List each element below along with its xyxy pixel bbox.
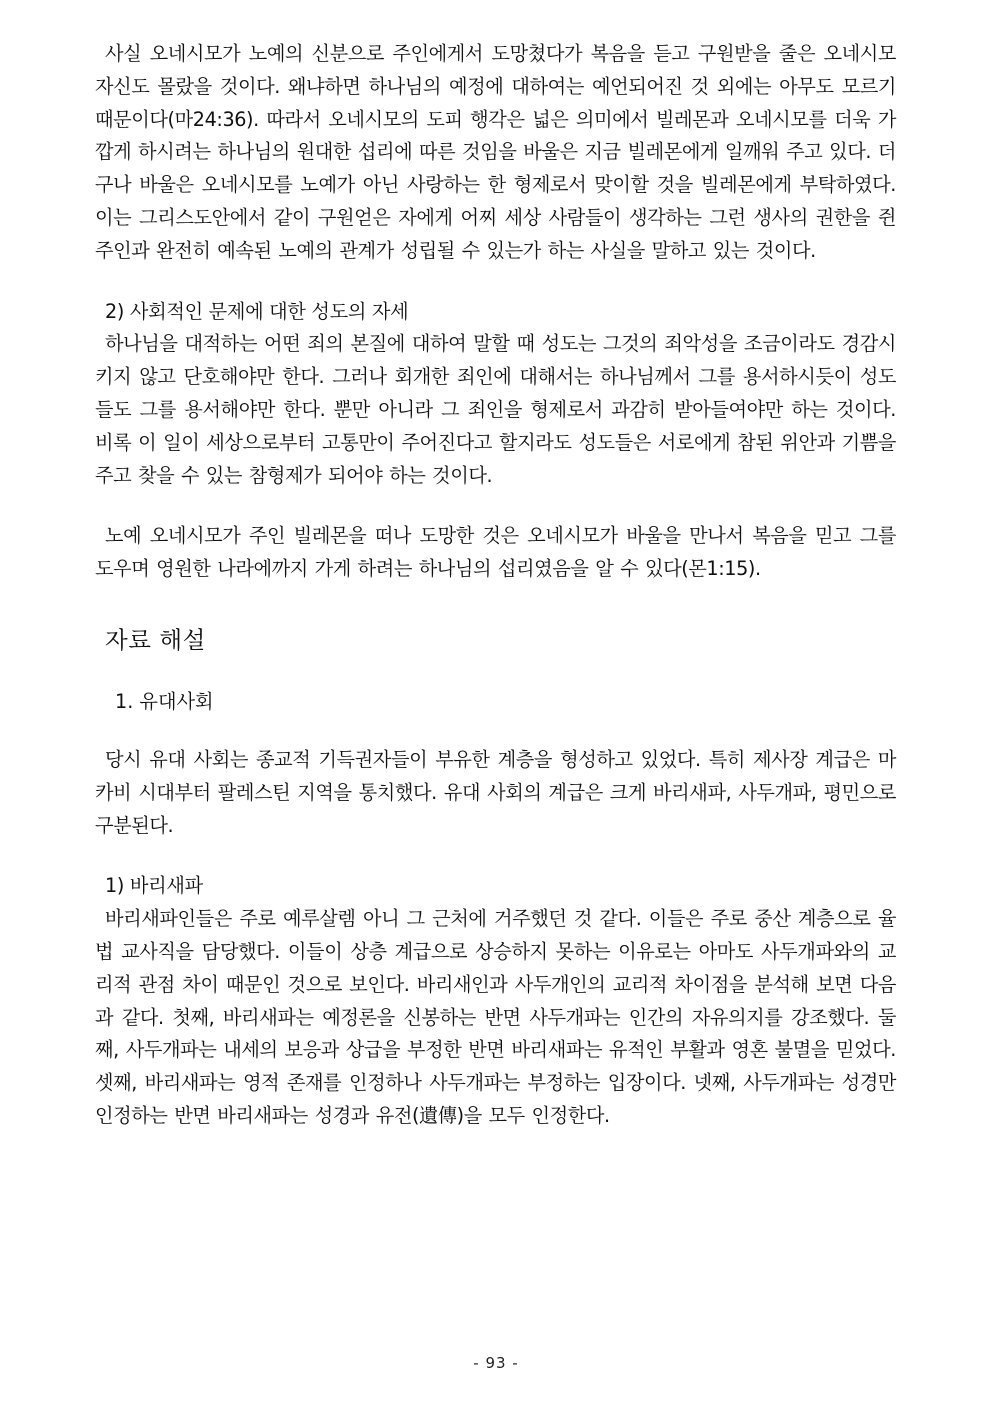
- paragraph-forgiveness: 하나님을 대적하는 어떤 죄의 본질에 대하여 말할 때 성도는 그것의 죄악성을 조금이라도 경감시키지 않고 단호해야만 한다. 그러나 회개한 죄인에 대해서는 하나님께서 그를 용서하시듯이 성도들도 그를 용서해야만 한다. 뿐만 아니라 그 죄인을 형제로서 과감히 받아들여야만 하는 것이다. 비록 이 일이 세상으로부터 고통만이 주어진다고 할지라도 성도들은 서로에게 참된 위안과 기쁨을 주고 찾을 수 있는 참형제가 되어야 하는 것이다.: [95, 332, 896, 487]
- heading-pharisees: 1) 바리새파: [105, 874, 203, 898]
- heading-believer-attitude: 2) 사회적인 문제에 대한 성도의 자세: [105, 299, 409, 323]
- page-body: [95, 38, 896, 1133]
- paragraph-onesimus-escape: 노예 오네시모가 주인 빌레몬을 떠나 도망한 것은 오네시모가 바울을 만나서 복음을 믿고 그를 도우며 영원한 나라에까지 가게 하려는 하나님의 섭리였음을 알 수 있다(몬1:15).: [95, 524, 896, 581]
- section-title: 자료 해설: [105, 625, 206, 654]
- page-number: - 93 -: [473, 1354, 519, 1372]
- paragraph-onesimus-providence: 사실 오네시모가 노예의 신분으로 주인에게서 도망쳤다가 복음을 듣고 구원받을 줄은 오네시모 자신도 몰랐을 것이다. 왜냐하면 하나님의 예정에 대하여는 예언되어진 것 외에는 아무도 모르기 때문이다(마24:36). 따라서 오네시모의 도피 행각은 넓은 의미에서 빌레몬과 오네시모를 더욱 가깝게 하시려는 하나님의 원대한 섭리에 따른 것임을 바울은 지금 빌레몬에게 일깨워 주고 있다. 더구나 바울은 오네시모를 노예가 아닌 사랑하는 한 형제로서 맞이할 것을 빌레몬에게 부탁하였다. 이는 그리스도안에서 같이 구원얻은 자에게 어찌 세상 사람들이 생각하는 그런 생사의 권한을 쥔 주인과 완전히 예속된 노예의 관계가 성립될 수 있는가 하는 사실을 말하고 있는 것이다.: [95, 42, 896, 262]
- subsection-jewish-society: 1. 유대사회: [115, 689, 214, 713]
- paragraph-jewish-society: 당시 유대 사회는 종교적 기득권자들이 부유한 계층을 형성하고 있었다. 특히 제사장 계급은 마카비 시대부터 팔레스틴 지역을 통치했다. 유대 사회의 계급은 크게 바리새파, 사두개파, 평민으로 구분된다.: [95, 747, 896, 837]
- paragraph-pharisees: 바리새파인들은 주로 예루살렘 아니 그 근처에 거주했던 것 같다. 이들은 주로 중산 계층으로 율법 교사직을 담당했다. 이들이 상층 계급으로 상승하지 못하는 이유로는 아마도 사두개파와의 교리적 관점 차이 때문인 것으로 보인다. 바리새인과 사두개인의 교리적 차이점을 분석해 보면 다음과 같다. 첫째, 바리새파는 예정론을 신봉하는 반면 사두개파는 인간의 자유의지를 강조했다. 둘째, 사두개파는 내세의 보응과 상급을 부정한 반면 바리새파는 유적인 부활과 영혼 불멸을 믿었다. 셋째, 바리새파는 영적 존재를 인정하나 사두개파는 부정하는 입장이다. 넷째, 사두개파는 성경만 인정하는 반면 바리새파는 성경과 유전(遺傳)을 모두 인정한다.: [95, 907, 896, 1127]
